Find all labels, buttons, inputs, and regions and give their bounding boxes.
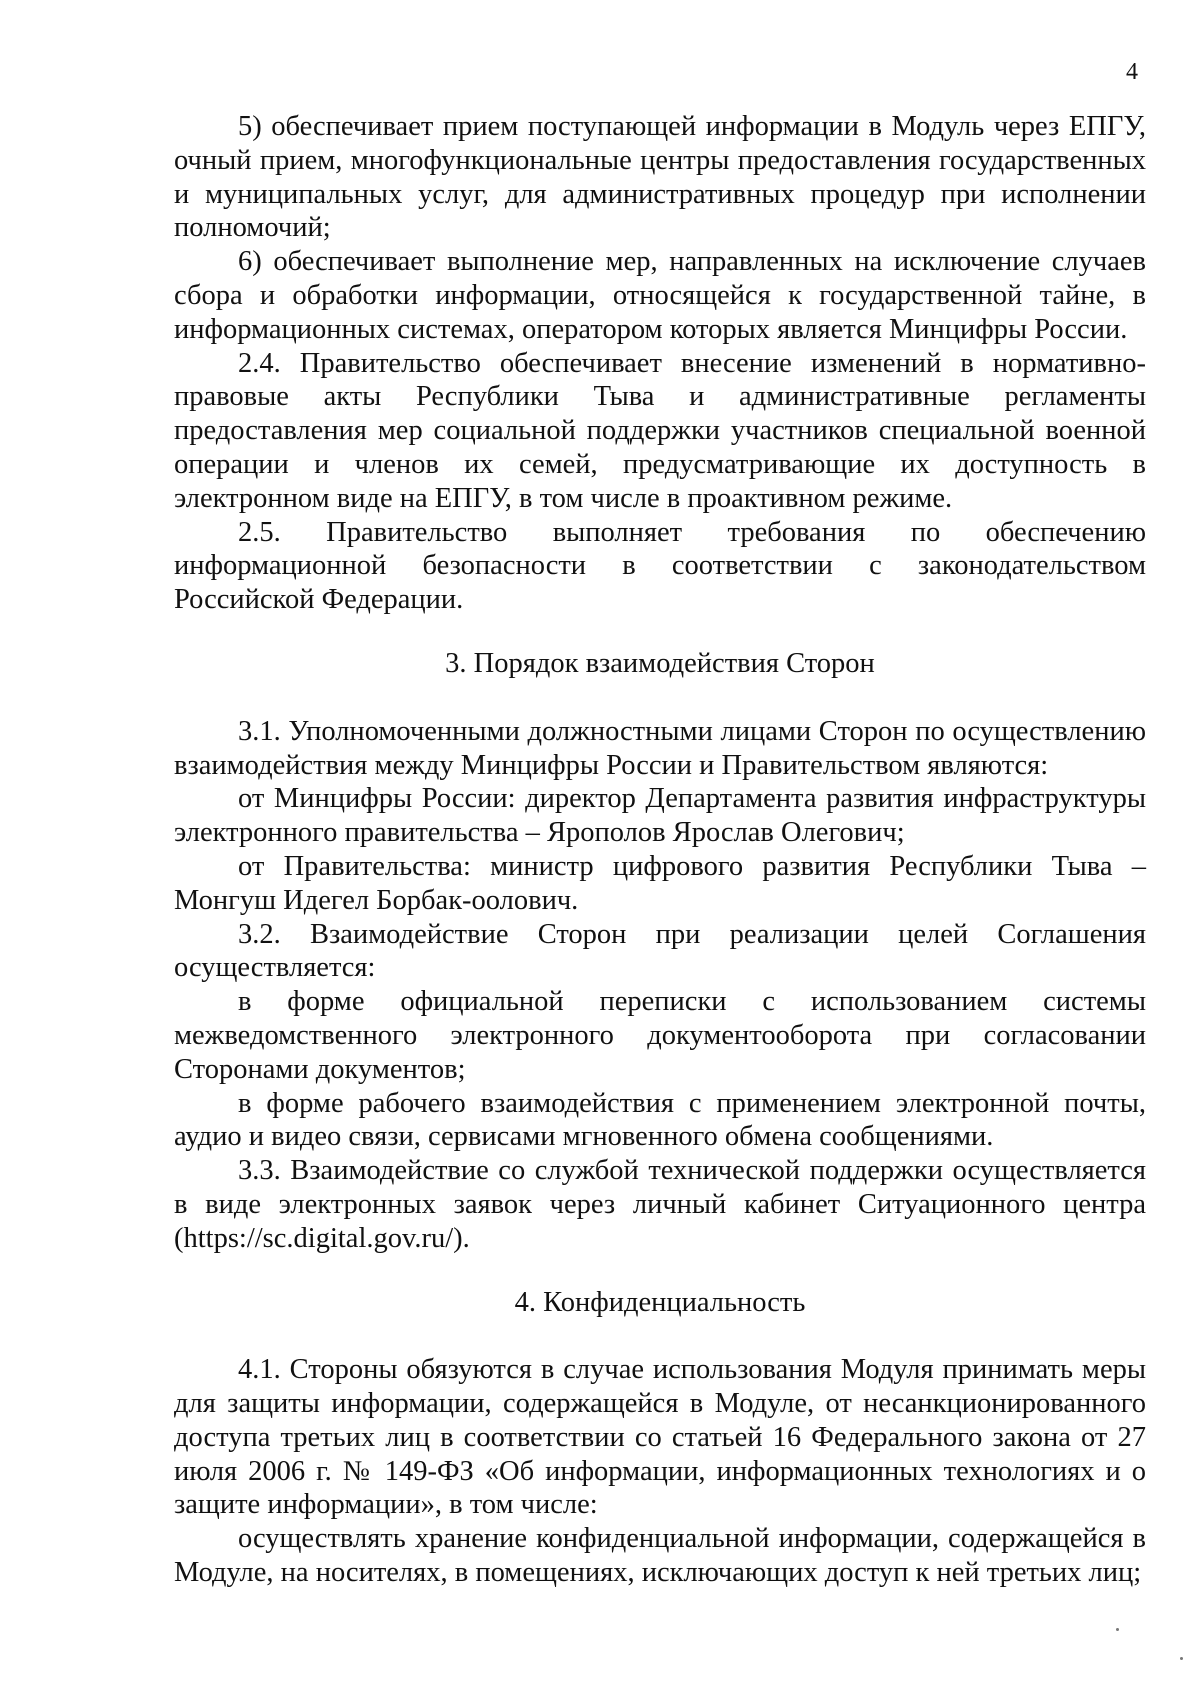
paragraph-2-5: 2.5. Правительство выполняет требования по обеспечению информационной безопасности в соответствии с законодательством Российской Федерации.	[174, 516, 1146, 616]
paragraph-3-1: 3.1. Уполномоченными должностными лицами Сторон по осуществлению взаимодействия между Минцифры России и Правительством являются:	[174, 715, 1146, 781]
paragraph-3-3: 3.3. Взаимодействие со службой технической поддержки осуществляется в виде электронных заявок через личный кабинет Ситуационного центра (https://sc.digital.gov.ru/).	[174, 1155, 1146, 1254]
section-3-heading: 3. Порядок взаимодействия Сторон	[445, 647, 875, 679]
paragraph-4-1: 4.1. Стороны обязуются в случае использования Модуля принимать меры для защиты информации, содержащейся в Модуле, от несанкционированного доступа третьих лиц в соответствии со статьей 16 Федерального закона от 27 июля 2006 г. № 149-ФЗ «Об информации, информационных технологиях и о защите информации», в том числе:	[174, 1354, 1146, 1521]
paragraph-working-interaction: в форме рабочего взаимодействия с применением электронной почты, аудио и видео связи, сервисами мгновенного обмена сообщениями.	[174, 1087, 1146, 1153]
scan-speck	[1180, 1657, 1183, 1660]
page-number: 4	[1126, 59, 1138, 85]
paragraph-official-correspondence: в форме официальной переписки с использованием системы межведомственного электронного документооборота при согласовании Сторонами документов;	[174, 986, 1146, 1085]
section-4-heading: 4. Конфиденциальность	[514, 1286, 806, 1318]
paragraph-mincifry-representative: от Минцифры России: директор Департамента развития инфраструктуры электронного правительства – Ярополов Ярослав Олегович;	[174, 783, 1146, 849]
paragraph-government-representative: от Правительства: министр цифрового развития Республики Тыва – Монгуш Идегел Борбак-оолович.	[174, 850, 1146, 916]
scan-speck	[1116, 1628, 1119, 1631]
paragraph-item-5: 5) обеспечивает прием поступающей информации в Модуль через ЕПГУ, очный прием, многофункциональные центры предоставления государственных и муниципальных услуг, для административных процедур при исполнении полномочий;	[174, 111, 1146, 244]
paragraph-3-2: 3.2. Взаимодействие Сторон при реализации целей Соглашения осуществляется:	[174, 918, 1146, 984]
paragraph-2-4: 2.4. Правительство обеспечивает внесение изменений в нормативно-правовые акты Республики Тыва и административные регламенты предоставления мер социальной поддержки участников специальной военной операции и членов их семей, предусматривающие их доступность в электронном виде на ЕПГУ, в том числе в проактивном режиме.	[174, 347, 1146, 514]
document-body	[174, 110, 1146, 1590]
paragraph-confidential-storage: осуществлять хранение конфиденциальной информации, содержащейся в Модуле, на носителях, в помещениях, исключающих доступ к ней третьих лиц;	[174, 1523, 1146, 1589]
paragraph-item-6: 6) обеспечивает выполнение мер, направленных на исключение случаев сбора и обработки информации, относящейся к государственной тайне, в информационных системах, оператором которых является Минцифры России.	[174, 246, 1146, 345]
